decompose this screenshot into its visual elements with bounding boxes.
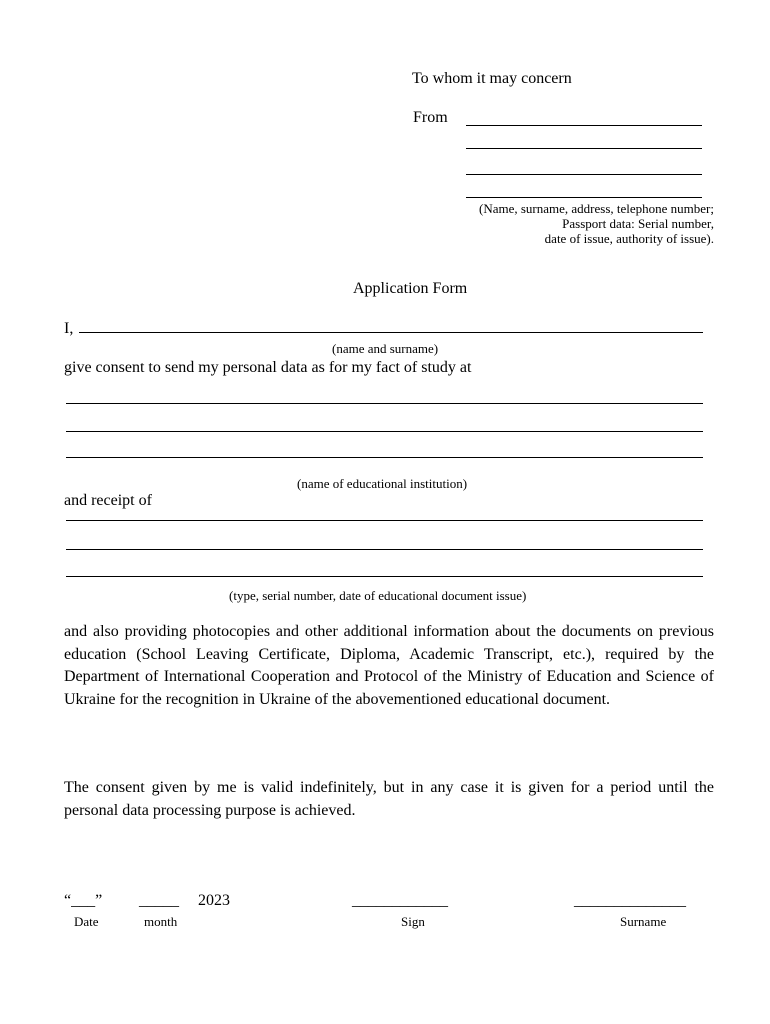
date-field[interactable]: “___” (64, 892, 103, 909)
date-caption: Date (74, 914, 99, 929)
institution-field-line-1[interactable] (66, 403, 703, 404)
from-note-line-2: Passport data: Serial number, (562, 216, 714, 231)
document-field-line-1[interactable] (66, 520, 703, 521)
institution-field-line-2[interactable] (66, 431, 703, 432)
from-note-line-1: (Name, surname, address, telephone number; (478, 201, 714, 216)
from-field-line-2[interactable] (466, 148, 702, 149)
form-title: Application Form (353, 280, 468, 297)
month-caption: month (144, 914, 178, 929)
year-text: 2023 (198, 892, 230, 909)
consent-paragraph-1: and also providing photocopies and other additional information about the documents on previous education (School Leaving Certificate, Diploma, Academic Transcript, etc.), required by the Department of International Cooperation and Protocol of the Ministry of Education and Science of Ukraine for the recognition in Ukraine of the abovementioned educational document. (64, 623, 714, 708)
institution-field-line-3[interactable] (66, 457, 703, 458)
document-caption: (type, serial number, date of educational document issue) (229, 588, 527, 603)
consent-paragraph-2: The consent given by me is valid indefinitely, but in any case it is given for a period until the personal data processing purpose is achieved. (64, 779, 714, 819)
document-field-line-2[interactable] (66, 549, 703, 550)
from-label: From (413, 109, 448, 126)
addressee-text: To whom it may concern (412, 70, 572, 87)
sign-field[interactable]: ____________ (352, 892, 448, 909)
name-caption: (name and surname) (332, 341, 439, 356)
document-field-line-3[interactable] (66, 576, 703, 577)
i-label: I, (64, 320, 74, 337)
from-field-line-1[interactable] (466, 125, 702, 126)
name-field-line[interactable] (79, 332, 703, 333)
receipt-label: and receipt of (64, 492, 152, 509)
from-note-line-3: date of issue, authority of issue). (544, 231, 714, 246)
month-field[interactable]: _____ (139, 892, 179, 909)
institution-caption: (name of educational institution) (297, 476, 468, 491)
from-field-line-4[interactable] (466, 197, 702, 198)
surname-field[interactable]: ______________ (574, 892, 686, 909)
consent-text: give consent to send my personal data as for my fact of study at (64, 359, 472, 376)
from-field-line-3[interactable] (466, 174, 702, 175)
sign-caption: Sign (401, 914, 425, 929)
surname-caption: Surname (620, 914, 667, 929)
